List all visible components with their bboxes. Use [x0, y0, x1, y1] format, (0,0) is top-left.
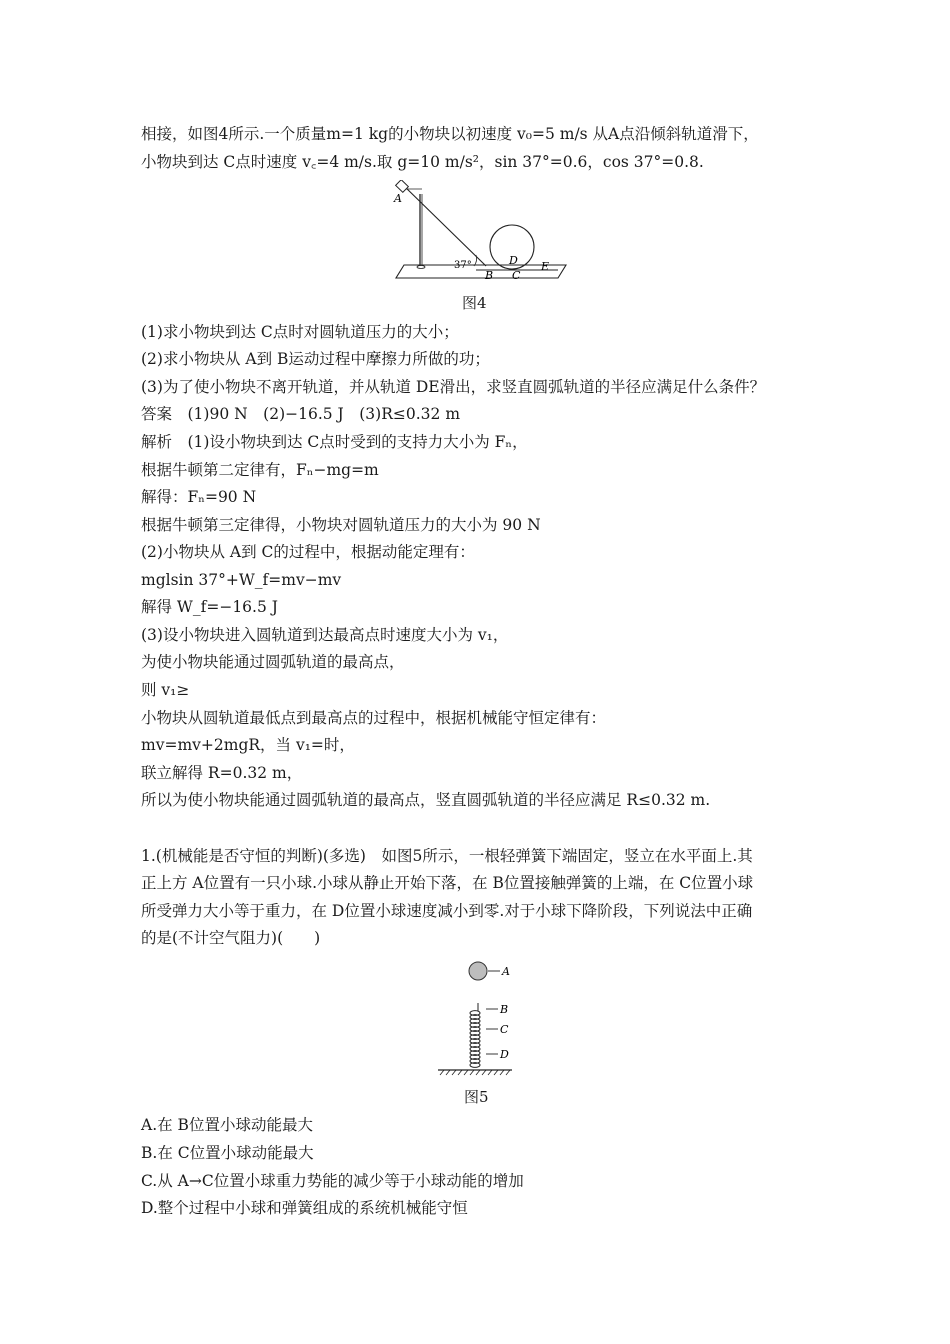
solution-line: 所以为使小物块能通过圆弧轨道的最高点，竖直圆弧轨道的半径应满足 R≤0.32 m.	[141, 791, 711, 809]
problem-text-line: 小物块到达 C点时速度 v꜀=4 m/s.取 g=10 m/s²，sin 37°=0.6，cos 37°=0.8.	[141, 153, 704, 171]
label-A: A	[502, 965, 510, 978]
solution-line: mglsin 37°+W_f=mv−mv	[141, 571, 342, 589]
figure-5-caption: 图5	[464, 1088, 489, 1106]
option-a: A.在 B位置小球动能最大	[141, 1116, 313, 1134]
question-1-text: 正上方 A位置有一只小球.小球从静止开始下落，在 B位置接触弹簧的上端，在 C位置小球	[141, 874, 754, 892]
label-A: A	[394, 192, 402, 205]
question-1-text: 所受弹力大小等于重力，在 D位置小球速度减小到零.对于小球下降阶段，下列说法中正确	[141, 902, 753, 920]
label-B: B	[485, 269, 494, 282]
label-C: C	[500, 1023, 509, 1036]
answer-line: 答案 (1)90 N (2)−16.5 J (3)R≤0.32 m	[141, 405, 461, 423]
question-1-text: 的是(不计空气阻力)( )	[141, 929, 321, 947]
label-D: D	[500, 1048, 509, 1061]
option-d: D.整个过程中小球和弹簧组成的系统机械能守恒	[141, 1199, 468, 1217]
ball	[469, 962, 487, 980]
label-C: C	[512, 269, 521, 282]
figure-4-caption: 图4	[462, 294, 487, 312]
solution-line: 联立解得 R=0.32 m，	[141, 764, 303, 782]
spring	[470, 1003, 480, 1067]
solution-line: 根据牛顿第三定律得，小物块对圆轨道压力的大小为 90 N	[141, 516, 541, 534]
question-part-1: (1)求小物块到达 C点时对圆轨道压力的大小；	[141, 323, 459, 341]
solution-line: 解得：Fₙ=90 N	[141, 488, 257, 506]
solution-line: 小物块从圆轨道最低点到最高点的过程中，根据机械能守恒定律有：	[141, 709, 607, 727]
figure-4-diagram	[388, 180, 568, 290]
label-B: B	[500, 1003, 509, 1016]
small-block	[396, 180, 409, 192]
solution-line: mv=mv+2mgR，当 v₁=时，	[141, 736, 355, 754]
question-1-text: 1.(机械能是否守恒的判断)(多选) 如图5所示，一根轻弹簧下端固定，竖立在水平面上.其	[141, 847, 753, 865]
solution-line: (3)设小物块进入圆轨道到达最高点时速度大小为 v₁，	[141, 626, 509, 644]
solution-line: (2)小物块从 A到 C的过程中，根据动能定理有：	[141, 543, 475, 561]
question-part-3: (3)为了使小物块不离开轨道，并从轨道 DE滑出，求竖直圆弧轨道的半径应满足什么条件？	[141, 378, 766, 396]
option-c: C.从 A→C位置小球重力势能的减少等于小球动能的增加	[141, 1172, 524, 1190]
option-b: B.在 C位置小球动能最大	[141, 1144, 314, 1162]
label-angle: 37°	[454, 260, 472, 271]
solution-line: 根据牛顿第二定律有，Fₙ−mg=m	[141, 461, 379, 479]
solution-line: 解析 (1)设小物块到达 C点时受到的支持力大小为 Fₙ，	[141, 433, 528, 451]
incline-track	[402, 184, 486, 266]
solution-line: 则 v₁≥	[141, 681, 190, 699]
solution-line: 解得 W_f=−16.5 J	[141, 598, 278, 616]
figure-5-diagram	[430, 955, 520, 1080]
problem-text-line: 相接，如图4所示.一个质量m=1 kg的小物块以初速度 v₀=5 m/s 从A点沿倾斜轨道滑下，	[141, 125, 759, 143]
solution-line: 为使小物块能通过圆弧轨道的最高点，	[141, 653, 405, 671]
question-part-2: (2)求小物块从 A到 B运动过程中摩擦力所做的功；	[141, 350, 490, 368]
label-E: E	[541, 260, 550, 273]
label-D: D	[509, 254, 518, 267]
